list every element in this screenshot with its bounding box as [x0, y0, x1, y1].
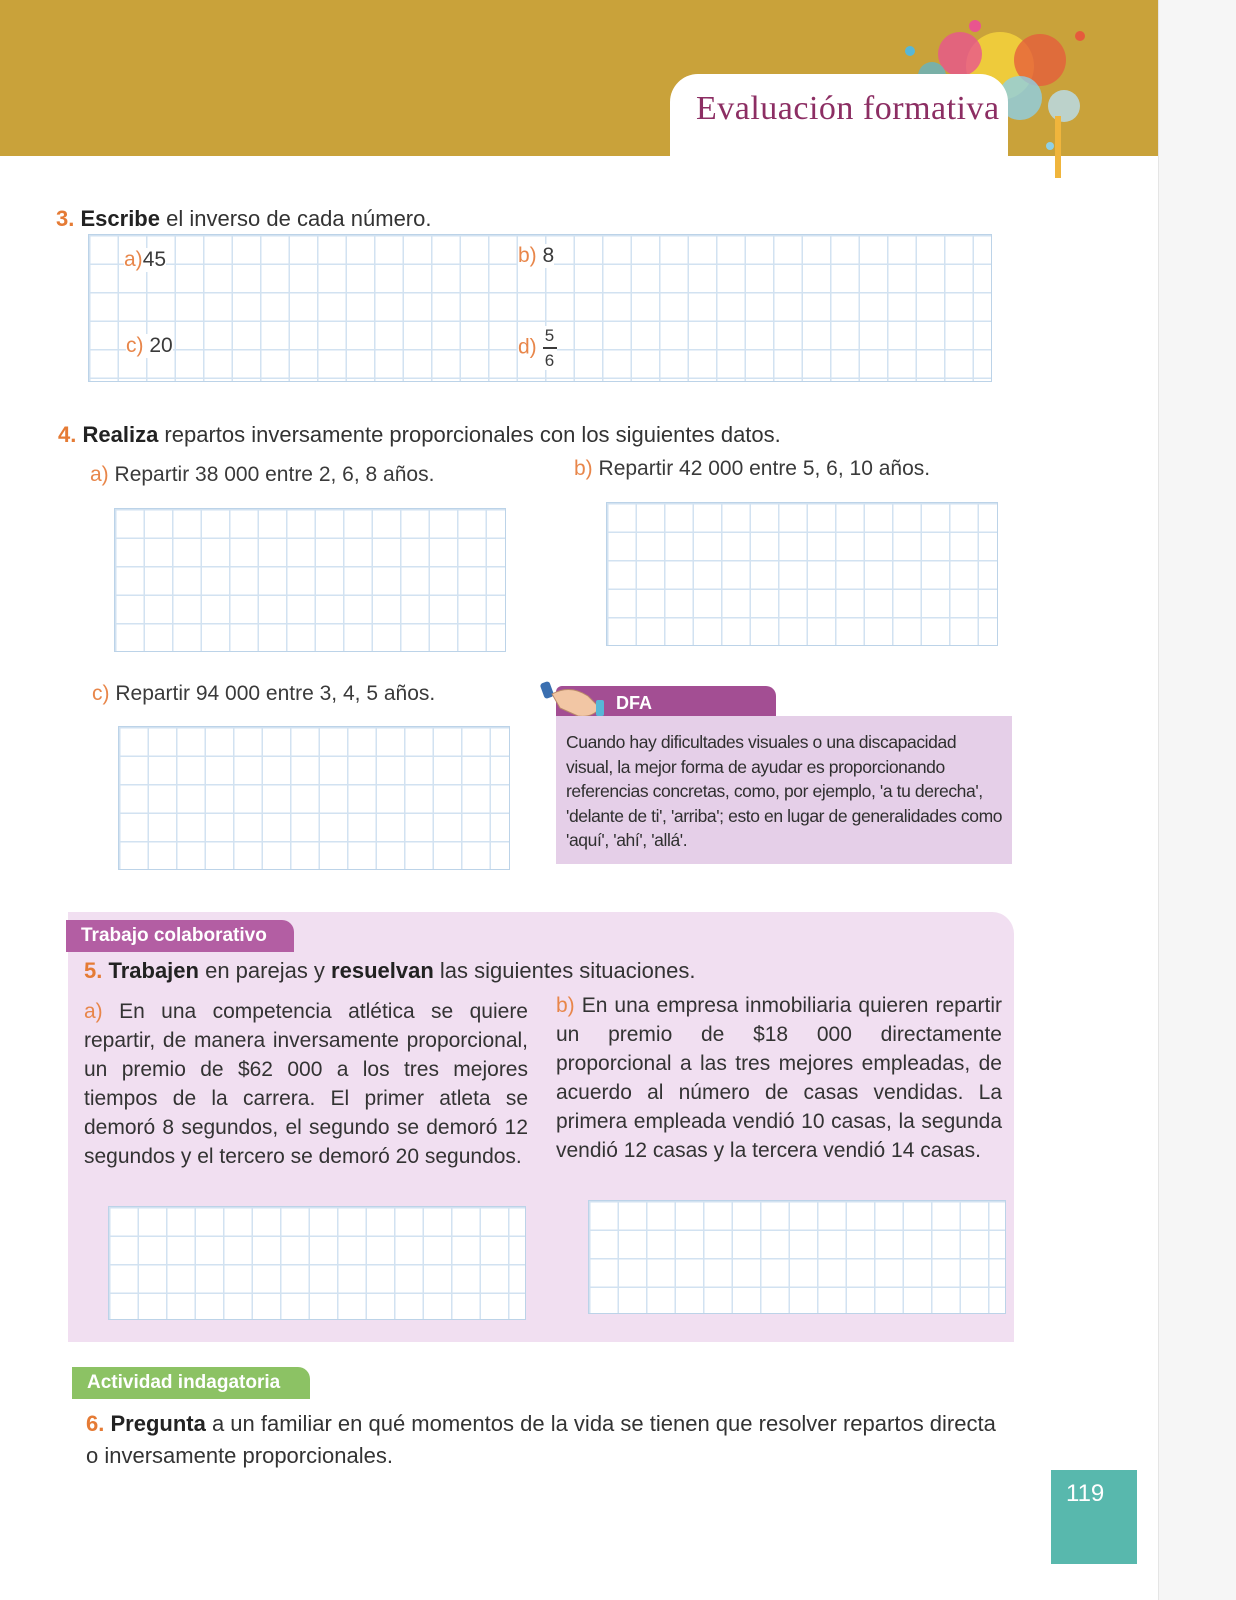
item-value: 45 [142, 248, 167, 271]
question-3 [56, 206, 431, 232]
q4-item-b [574, 457, 930, 481]
answer-grid-q4b[interactable] [606, 502, 998, 646]
answer-grid-q4c[interactable] [118, 726, 510, 870]
question-number: 6. [86, 1411, 105, 1436]
page-margin-strip [1158, 0, 1236, 1600]
fraction-denominator: 6 [544, 350, 555, 370]
item-label: d) [518, 335, 537, 359]
item-value: 20 [149, 334, 173, 357]
q3-item-b [518, 244, 554, 268]
item-value: 8 [542, 244, 555, 267]
item-text: En una competencia atlética se quiere repartir, de manera inversamente proporcional, un premio de $62 000 a los tres mejores tiempos de la carrera. El primer atleta se demoró 8 segundos, el segundo se demoró 12 segundos y el tercero se demoró 20 segundos. [84, 1000, 528, 1168]
question-verb: Pregunta [110, 1411, 206, 1436]
q3-item-d [518, 326, 557, 370]
page-number: 119 [1066, 1480, 1105, 1507]
question-4 [58, 422, 781, 448]
question-verb: Realiza [82, 422, 159, 447]
item-label: a) [124, 248, 143, 271]
dfa-label: DFA [616, 693, 652, 713]
question-verb: Trabajen [108, 958, 199, 983]
item-label: b) [574, 457, 593, 480]
item-label: b) [556, 994, 575, 1017]
q4-item-a [90, 463, 434, 487]
q3-item-a [124, 248, 166, 272]
question-number: 4. [58, 422, 77, 447]
item-label: c) [92, 682, 110, 705]
question-text: repartos inversamente proporcionales con los siguientes datos. [158, 422, 781, 447]
fraction-numerator: 5 [544, 326, 555, 345]
question-6 [86, 1408, 1006, 1472]
item-label: b) [518, 244, 537, 267]
question-text-2: las siguientes situaciones. [433, 958, 696, 983]
fraction-bar [543, 347, 557, 349]
question-number: 3. [56, 206, 75, 231]
question-5 [84, 958, 695, 984]
item-text: Repartir 42 000 entre 5, 6, 10 años. [598, 457, 931, 480]
item-text: En una empresa inmobiliaria quieren repartir un premio de $18 000 directamente proporcional a las tres mejores empleadas, de acuerdo al número de casas vendidas. La primera empleada vendió 10 casas, la segunda vendió 12 casas y la tercera vendió 14 casas. [556, 994, 1002, 1162]
item-label: c) [126, 334, 144, 357]
fraction [543, 326, 557, 370]
answer-grid-q5b[interactable] [588, 1200, 1006, 1314]
q3-item-c [126, 334, 173, 358]
answer-grid-q5a[interactable] [108, 1206, 526, 1320]
answer-grid-q4a[interactable] [114, 508, 506, 652]
page-title: Evaluación formativa [696, 90, 1000, 127]
dfa-text: Cuando hay dificultades visuales o una discapacidad visual, la mejor forma de ayudar es proporcionando referencias concretas, como, por ejemplo, 'a tu derecha', 'delante de ti', 'arriba'; esto en lugar de generalidades como 'aquí', 'ahí', 'allá'. [566, 732, 1003, 850]
q5-item-a [84, 997, 528, 1171]
q5-item-b [556, 991, 1002, 1165]
item-text: Repartir 94 000 entre 3, 4, 5 años. [115, 682, 436, 705]
item-label: a) [84, 1000, 103, 1023]
collab-label: Trabajo colaborativo [81, 925, 267, 946]
item-label: a) [90, 463, 109, 486]
question-text: en parejas y [198, 958, 332, 983]
question-text: el inverso de cada número. [159, 206, 432, 231]
item-text: Repartir 38 000 entre 2, 6, 8 años. [114, 463, 435, 486]
question-verb: Escribe [80, 206, 160, 231]
question-number: 5. [84, 958, 103, 983]
q4-item-c [92, 682, 435, 706]
activity-label: Actividad indagatoria [87, 1372, 281, 1393]
question-text: a un familiar en qué momentos de la vida se tienen que resolver repartos directa o inversamente proporcionales. [86, 1411, 996, 1468]
question-verb-2: resuelvan [331, 958, 434, 983]
